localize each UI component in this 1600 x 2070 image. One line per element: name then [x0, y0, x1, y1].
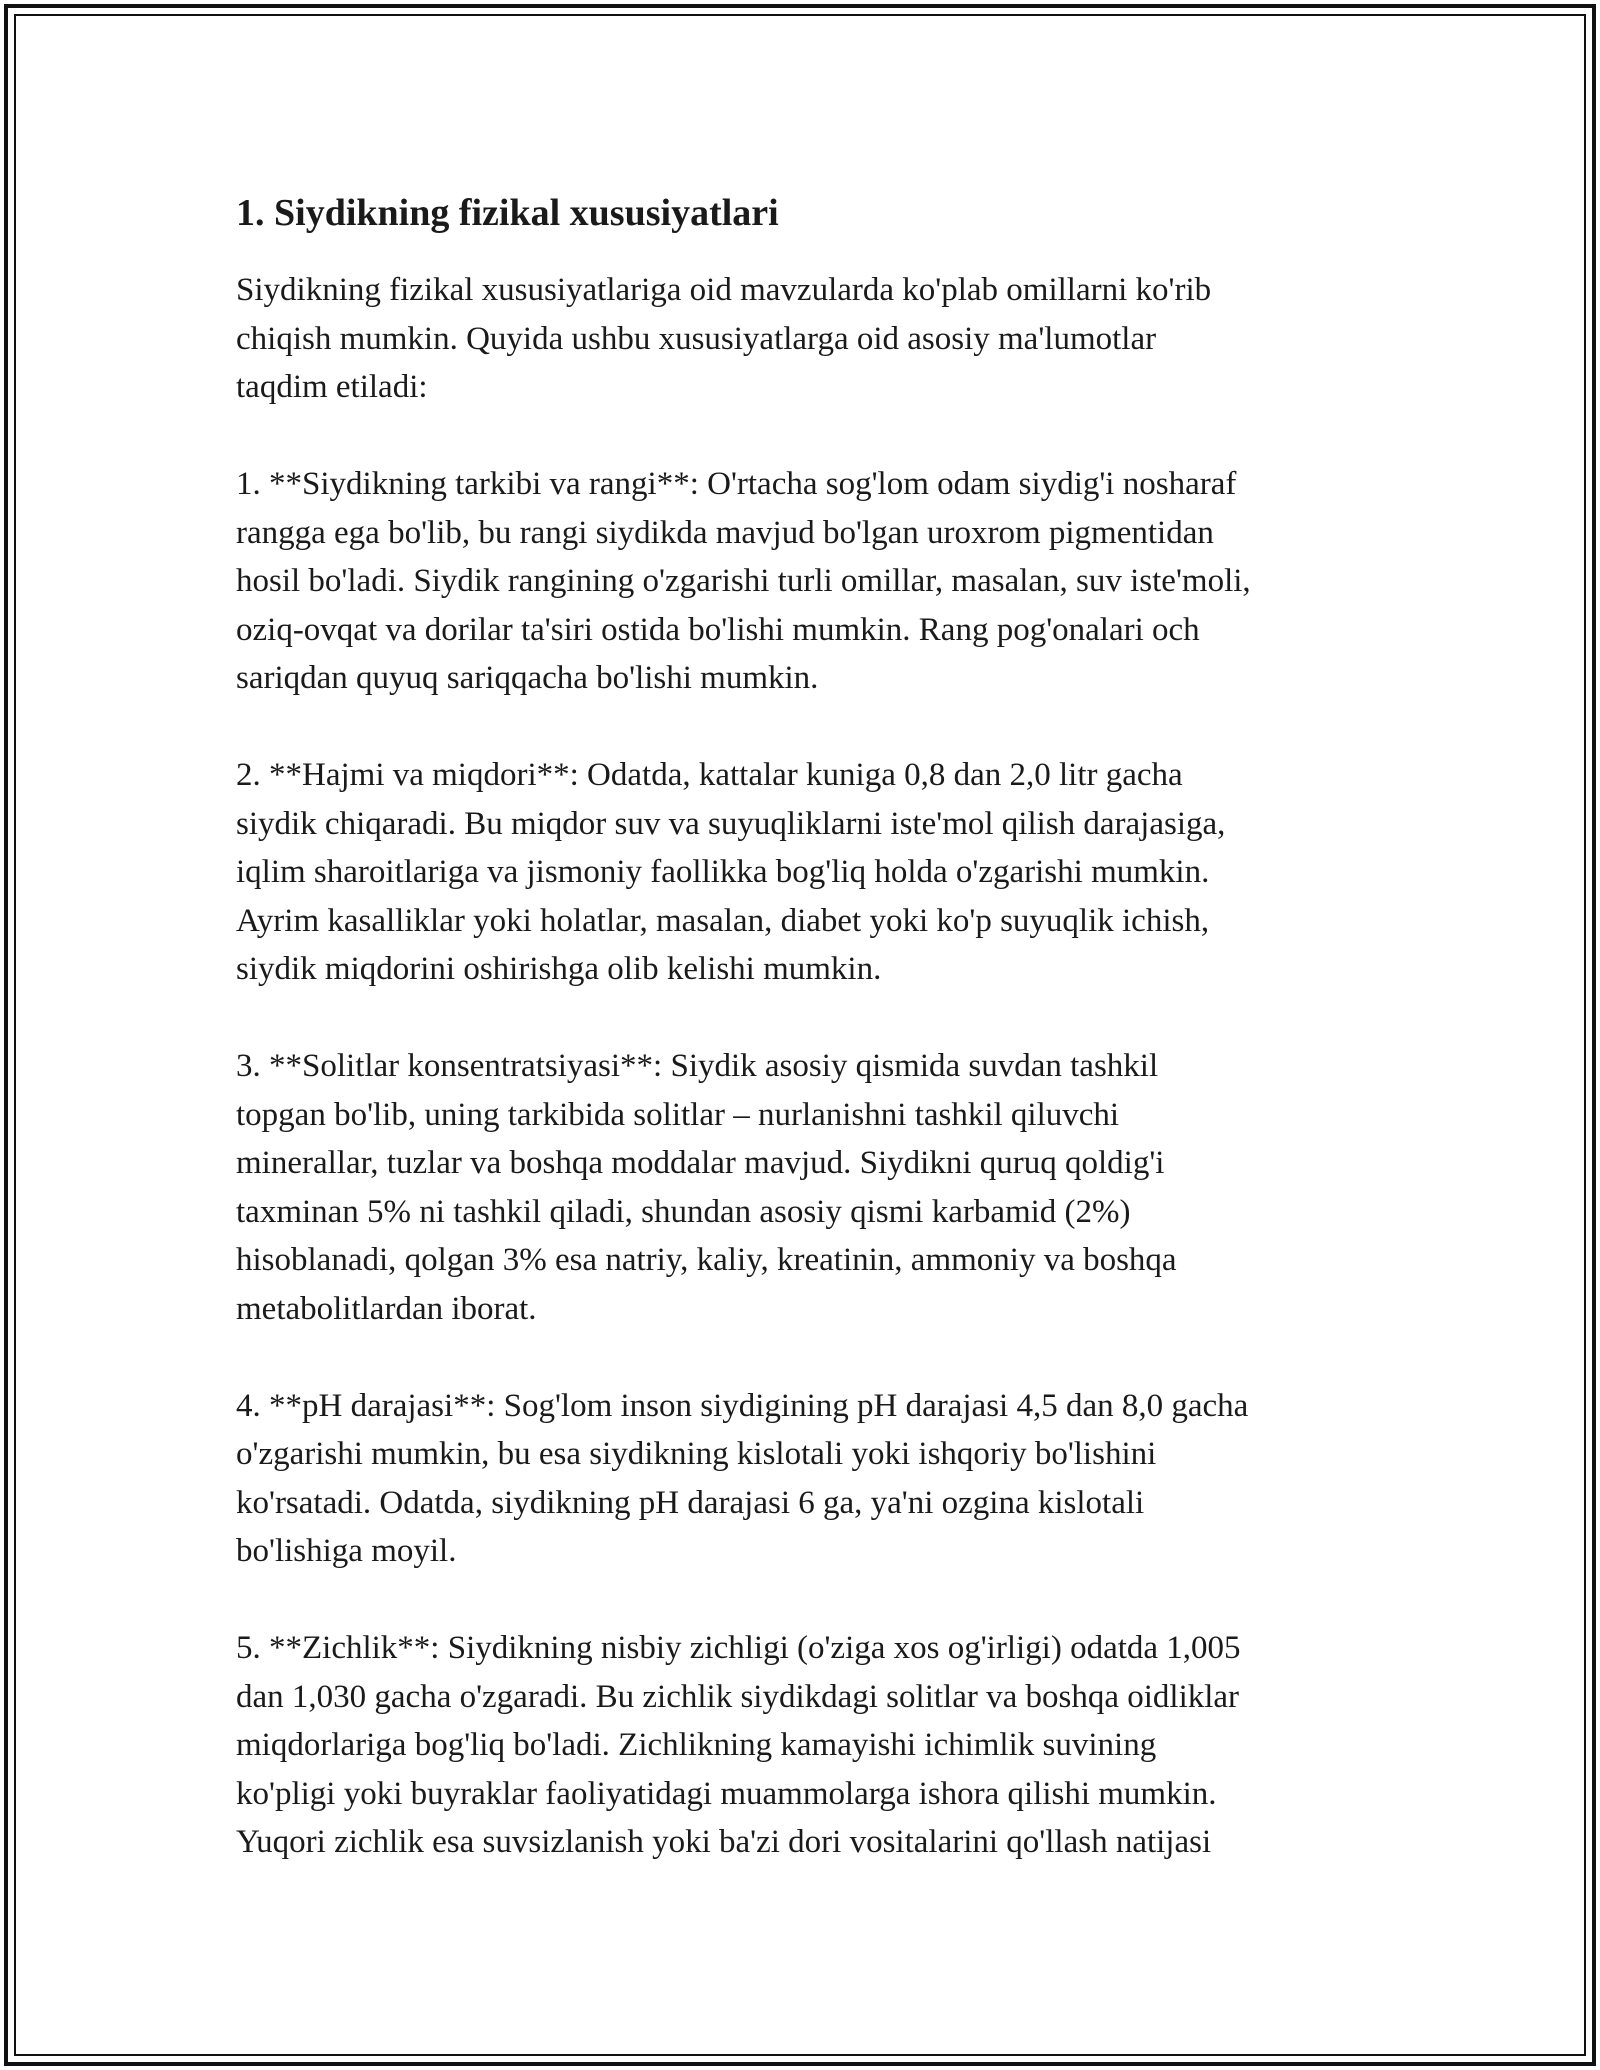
paragraph-line: taqdim etiladi: [236, 369, 428, 405]
paragraph-line: siydik chiqaradi. Bu miqdor suv va suyuqliklarni iste'mol qilish darajasiga, [236, 805, 1226, 842]
paragraph-line: 1. **Siydikning tarkibi va rangi**: O'rtacha sog'lom odam siydig'i nosharaf [236, 466, 1237, 502]
paragraph-spacer [236, 412, 1386, 461]
paragraph-line: 4. **pH darajasi**: Sog'lom inson siydigining pH darajasi 4,5 dan 8,0 gacha [236, 1387, 1249, 1424]
paragraph-line: 2. **Hajmi va miqdori**: Odatda, kattalar kuniga 0,8 dan 2,0 litr gacha [236, 757, 1183, 793]
paragraph-line: ko'pligi yoki buyraklar faoliyatidagi muammolarga ishora qilishi mumkin. [236, 1775, 1217, 1812]
paragraph-line: iqlim sharoitlariga va jismoniy faollikka bog'liq holda o'zgarishi mumkin. [236, 854, 1210, 890]
paragraph-spacer [236, 994, 1386, 1043]
paragraph-line: miqdorlariga bog'liq bo'ladi. Zichlikning kamayishi ichimlik suvining [236, 1727, 1157, 1763]
paragraph-line: siydik miqdorini oshirishga olib kelishi mumkin. [236, 951, 882, 987]
paragraph-line: Yuqori zichlik esa suvsizlanish yoki ba'zi dori vositalarini qo'llash natijasi [236, 1824, 1212, 1860]
paragraph-line: rangga ega bo'lib, bu rangi siydikda mavjud bo'lgan uroxrom pigmentidan [236, 514, 1214, 551]
paragraph-list [236, 266, 1386, 1867]
paragraph-line: minerallar, tuzlar va boshqa moddalar mavjud. Siydikni quruq qoldig'i [236, 1145, 1165, 1181]
paragraph-line: hosil bo'ladi. Siydik rangining o'zgarishi turli omillar, masalan, suv iste'moli, [236, 563, 1251, 599]
numbered-paragraph-5 [236, 1624, 1386, 1867]
numbered-paragraph-2 [236, 751, 1386, 994]
paragraph-line: hisoblanadi, qolgan 3% esa natriy, kaliy, kreatinin, ammoniy va boshqa [236, 1242, 1177, 1278]
numbered-paragraph-4 [236, 1382, 1386, 1576]
paragraph-line: dan 1,030 gacha o'zgaradi. Bu zichlik siydikdagi solitlar va boshqa oidliklar [236, 1678, 1240, 1715]
intro-paragraph [236, 266, 1386, 412]
numbered-paragraph-3 [236, 1042, 1386, 1333]
paragraph-line: Siydikning fizikal xususiyatlariga oid mavzularda ko'plab omillarni ko'rib [236, 272, 1212, 308]
paragraph-line: oziq-ovqat va dorilar ta'siri ostida bo'lishi mumkin. Rang pog'onalari och [236, 611, 1200, 648]
paragraph-line: o'zgarishi mumkin, bu esa siydikning kislotali yoki ishqoriy bo'lishini [236, 1436, 1157, 1472]
paragraph-spacer [236, 1576, 1386, 1625]
paragraph-line: 3. **Solitlar konsentratsiyasi**: Siydik asosiy qismida suvdan tashkil [236, 1048, 1159, 1084]
section-title: 1. Siydikning fizikal xususiyatlari [236, 192, 779, 234]
paragraph-spacer [236, 703, 1386, 752]
paragraph-line: ko'rsatadi. Odatda, siydikning pH darajasi 6 ga, ya'ni ozgina kislotali [236, 1484, 1145, 1521]
paragraph-line: 5. **Zichlik**: Siydikning nisbiy zichligi (o'ziga xos og'irligi) odatda 1,005 [236, 1630, 1241, 1666]
numbered-paragraph-1 [236, 460, 1386, 703]
paragraph-line: bo'lishiga moyil. [236, 1533, 457, 1569]
document-body [236, 188, 1386, 1867]
paragraph-spacer [236, 1333, 1386, 1382]
paragraph-line: chiqish mumkin. Quyida ushbu xususiyatlarga oid asosiy ma'lumotlar [236, 320, 1157, 357]
paragraph-line: topgan bo'lib, uning tarkibida solitlar – nurlanishni tashkil qiluvchi [236, 1096, 1120, 1133]
paragraph-line: metabolitlardan iborat. [236, 1290, 537, 1327]
paragraph-line: taxminan 5% ni tashkil qiladi, shundan asosiy qismi karbamid (2%) [236, 1193, 1131, 1230]
paragraph-line: Ayrim kasalliklar yoki holatlar, masalan, diabet yoki ko'p suyuqlik ichish, [236, 902, 1210, 939]
paragraph-line: sariqdan quyuq sariqqacha bo'lishi mumkin. [236, 660, 819, 696]
